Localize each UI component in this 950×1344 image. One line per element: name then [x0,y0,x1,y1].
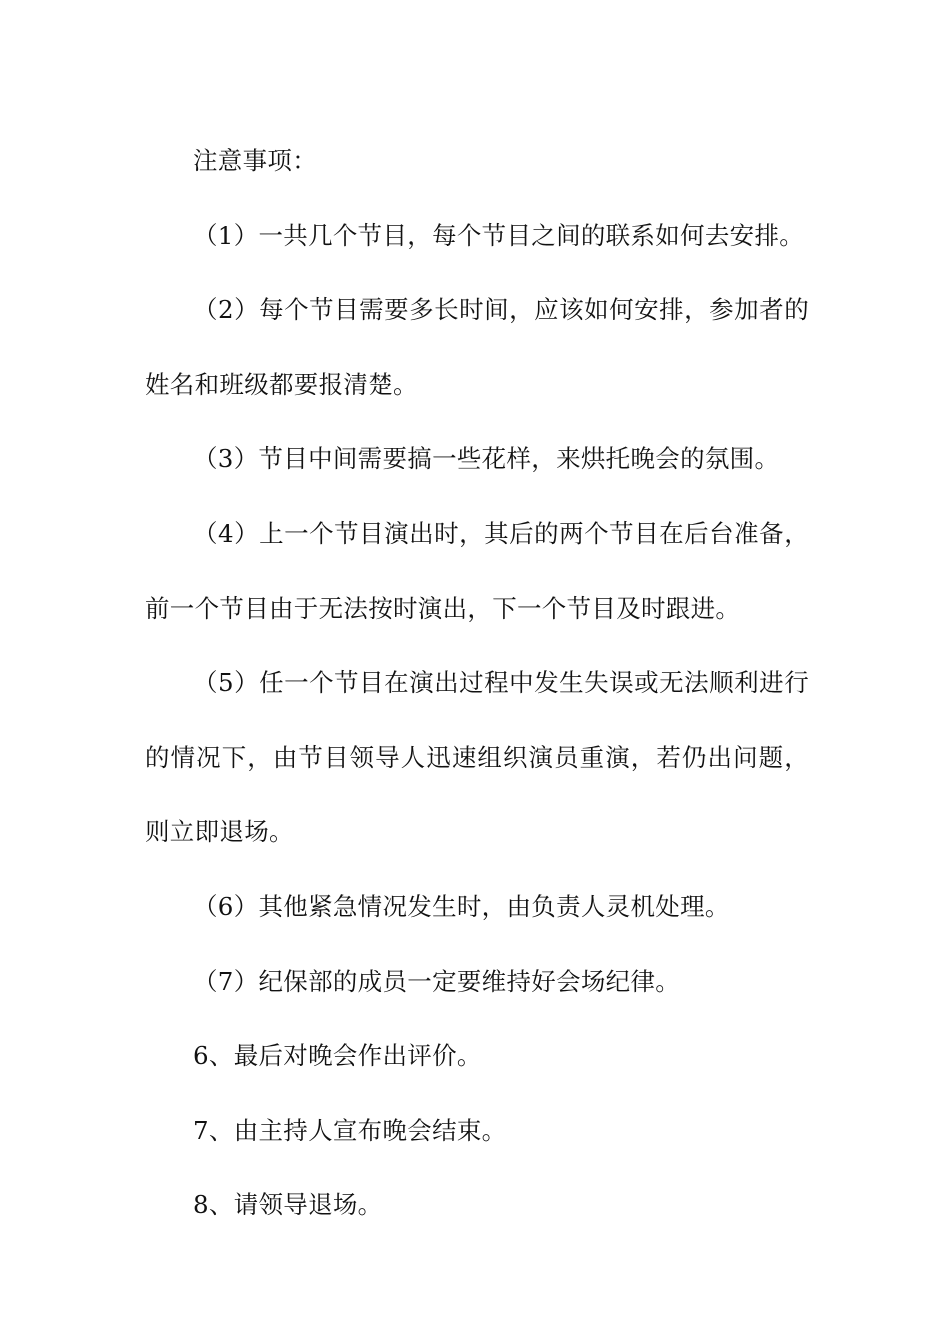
paragraph-item-1: （1）一共几个节目，每个节目之间的联系如何去安排。 [193,220,805,250]
paragraph-item-2: （2）每个节目需要多长时间，应该如何安排，参加者的姓名和班级都要报清楚。 [145,295,809,399]
paragraph-item-5: （5）任一个节目在演出过程中发生失误或无法顺利进行的情况下，由节目领导人迅速组织演员重演，若仍出问题，则立即退场。 [145,668,809,847]
section-heading: 注意事项： [193,146,317,175]
step-8: 8、请领导退场。 [193,1190,383,1220]
paragraph-item-7: （7）纪保部的成员一定要维持好会场纪律。 [193,966,681,996]
step-6: 6、最后对晚会作出评价。 [193,1041,482,1071]
paragraph-item-6: （6）其他紧急情况发生时，由负责人灵机处理。 [193,891,730,921]
step-7: 7、由主持人宣布晚会结束。 [193,1115,507,1145]
paragraph-item-4: （4）上一个节目演出时，其后的两个节目在后台准备，前一个节目由于无法按时演出，下一个节目及时跟进。 [145,518,809,623]
paragraph-item-3: （3）节目中间需要搞一些花样，来烘托晚会的氛围。 [193,444,780,474]
document-body [145,124,809,1243]
